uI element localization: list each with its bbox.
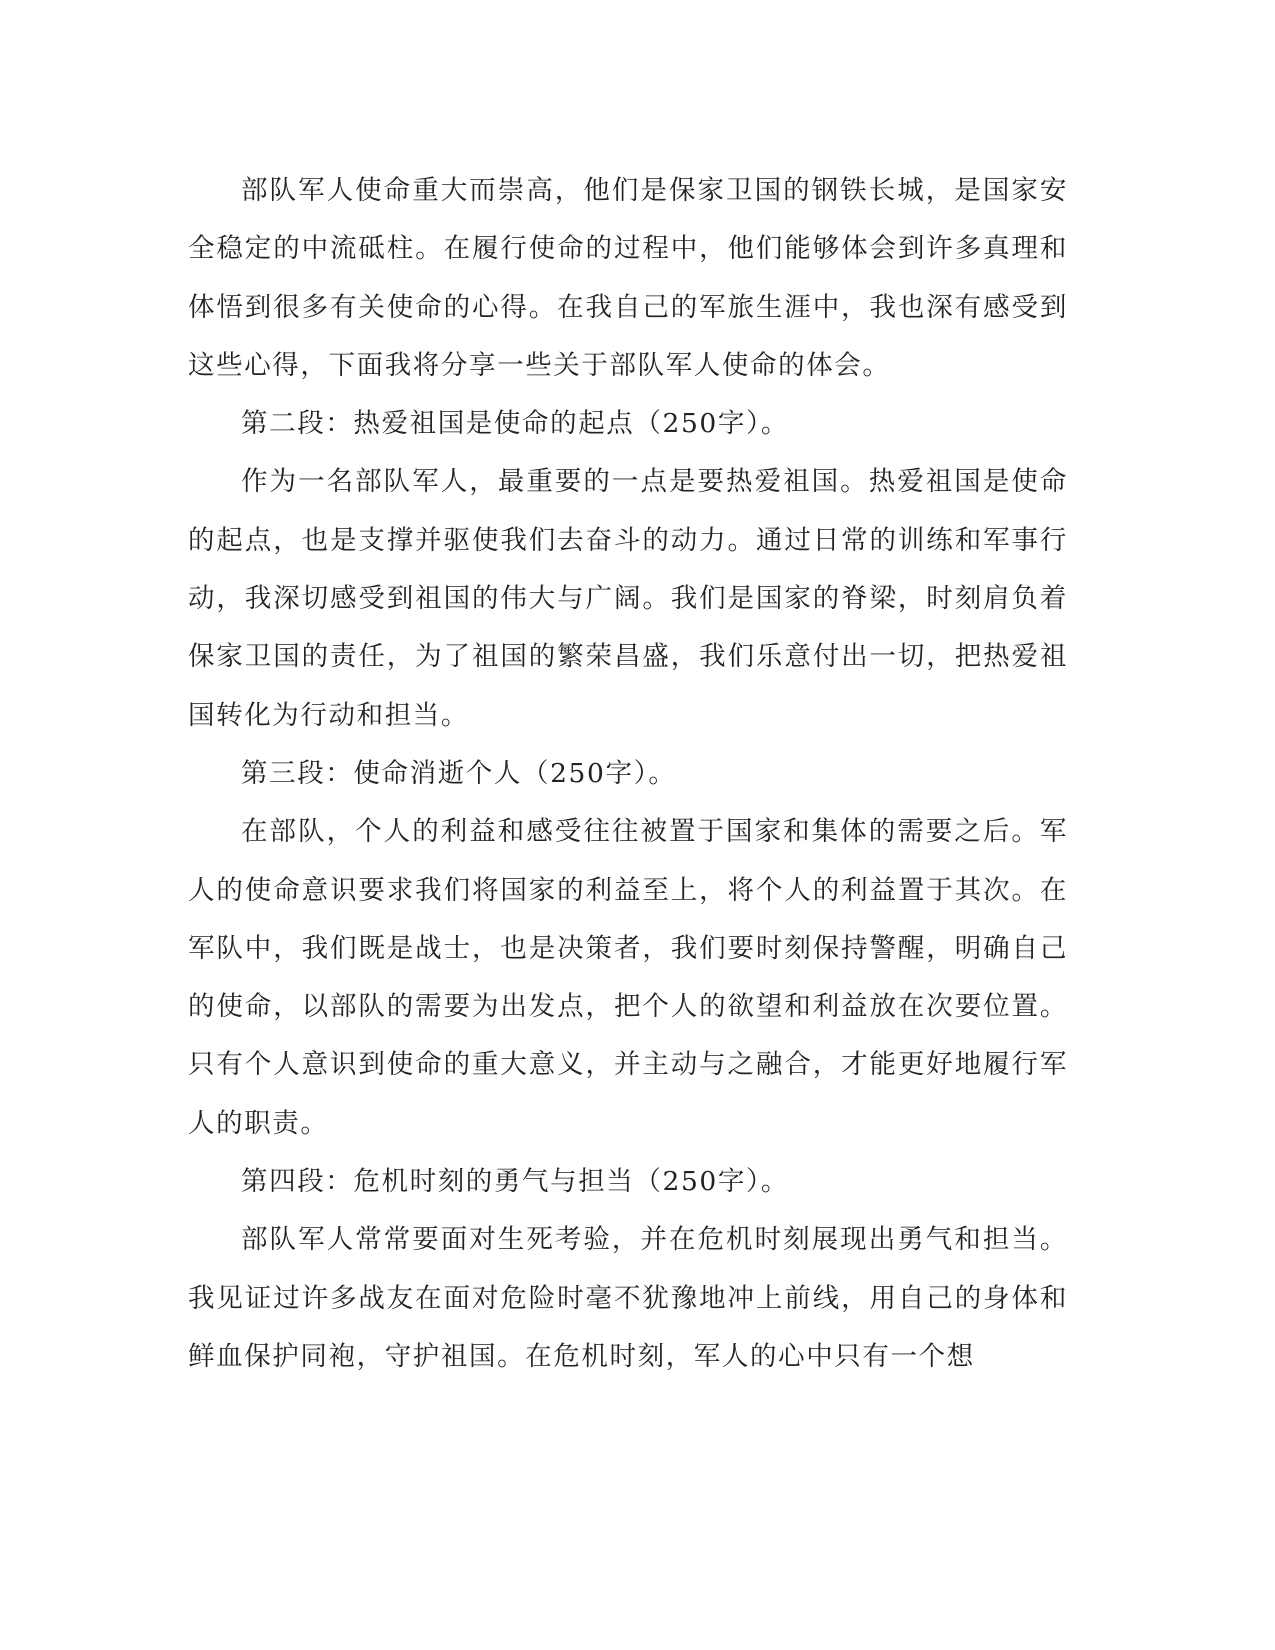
paragraph-intro: 部队军人使命重大而崇高，他们是保家卫国的钢铁长城，是国家安全稳定的中流砥柱。在履行使命的过程中，他们能够体会到许多真理和体悟到很多有关使命的心得。在我自己的军旅生涯中，我也深有感受到这些心得，下面我将分享一些关于部队军人使命的体会。 [188, 175, 1068, 381]
section-heading-2: 第二段：热爱祖国是使命的起点（250字）。 [241, 408, 789, 440]
document-body [188, 162, 1068, 1386]
paragraph-section-4: 部队军人常常要面对生死考验，并在危机时刻展现出勇气和担当。我见证过许多战友在面对危险时毫不犹豫地冲上前线，用自己的身体和鲜血保护同袍，守护祖国。在危机时刻，军人的心中只有一个想 [188, 1224, 1068, 1372]
section-heading-3: 第三段：使命消逝个人（250字）。 [241, 757, 677, 789]
paragraph-section-3: 在部队，个人的利益和感受往往被置于国家和集体的需要之后。军人的使命意识要求我们将国家的利益至上，将个人的利益置于其次。在军队中，我们既是战士，也是决策者，我们要时刻保持警醒，明确自己的使命，以部队的需要为出发点，把个人的欲望和利益放在次要位置。只有个人意识到使命的重大意义，并主动与之融合，才能更好地履行军人的职责。 [188, 816, 1068, 1139]
paragraph-section-2: 作为一名部队军人，最重要的一点是要热爱祖国。热爱祖国是使命的起点，也是支撑并驱使我们去奋斗的动力。通过日常的训练和军事行动，我深切感受到祖国的伟大与广阔。我们是国家的脊梁，时刻肩负着保家卫国的责任，为了祖国的繁荣昌盛，我们乐意付出一切，把热爱祖国转化为行动和担当。 [188, 466, 1068, 731]
section-heading-4: 第四段：危机时刻的勇气与担当（250字）。 [241, 1166, 789, 1198]
